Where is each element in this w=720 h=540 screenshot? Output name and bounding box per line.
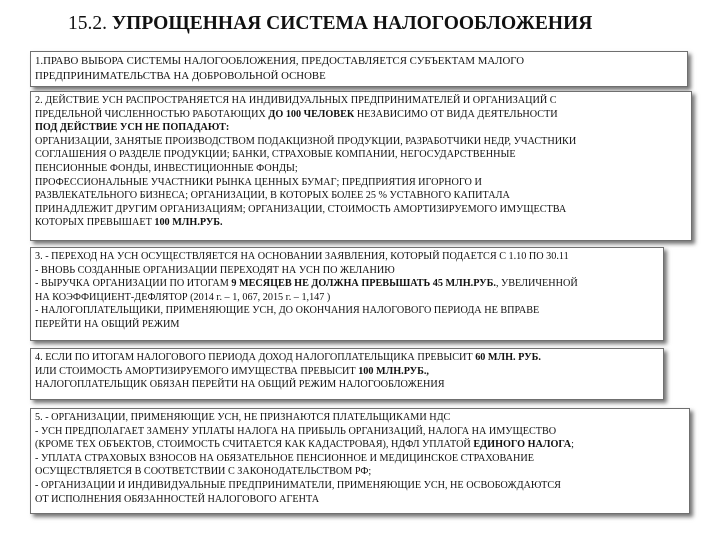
- block5-line: ОТ ИСПОЛНЕНИЯ ОБЯЗАННОСТЕЙ НАЛОГОВОГО АГЕНТА: [35, 493, 320, 505]
- block2-line: КОТОРЫХ ПРЕВЫШАЕТ 100 МЛН.РУБ.: [35, 217, 223, 229]
- block3-line: - ВНОВЬ СОЗДАННЫЕ ОРГАНИЗАЦИИ ПЕРЕХОДЯТ НА УСН ПО ЖЕЛАНИЮ: [35, 264, 395, 276]
- block2-line: ПРОФЕССИОНАЛЬНЫЕ УЧАСТНИКИ РЫНКА ЦЕННЫХ БУМАГ; ПРЕДПРИЯТИЯ ИГОРНОГО И: [35, 176, 482, 188]
- income-limit: 60 МЛН. РУБ.: [475, 352, 541, 363]
- block5-line: - ОРГАНИЗАЦИИ И ИНДИВИДУАЛЬНЫЕ ПРЕДПРИНИМАТЕЛИ, ПРИМЕНЯЮЩИЕ УСН, НЕ ОСВОБОЖДАЮТСЯ: [35, 479, 561, 491]
- block3-line: - НАЛОГОПЛАТЕЛЬЩИКИ, ПРИМЕНЯЮЩИЕ УСН, ДО ОКОНЧАНИЯ НАЛОГОВОГО ПЕРИОДА НЕ ВПРАВЕ: [35, 305, 540, 317]
- block2-line: 2. ДЕЙСТВИЕ УСН РАСПРОСТРАНЯЕТСЯ НА ИНДИВИДУАЛЬНЫХ ПРЕДПРИНИМАТЕЛЕЙ И ОРГАНИЗАЦИЙ С: [35, 95, 557, 106]
- block2-subheading: ПОД ДЕЙСТВИЕ УСН НЕ ПОПАДАЮТ:: [35, 122, 230, 134]
- block3-line: - ВЫРУЧКА ОРГАНИЗАЦИИ ПО ИТОГАМ 9 МЕСЯЦЕВ НЕ ДОЛЖНА ПРЕВЫШАТЬ 45 МЛН.РУБ., УВЕЛИЧЕННОЙ: [35, 278, 578, 290]
- block1-line: ПРЕДПРИНИМАТЕЛЬСТВА НА ДОБРОВОЛЬНОЙ ОСНОВЕ: [35, 70, 326, 82]
- revenue-limit: 9 МЕСЯЦЕВ НЕ ДОЛЖНА ПРЕВЫШАТЬ 45 МЛН.РУБ.: [231, 278, 496, 290]
- block3-line: НА КОЭФФИЦИЕНТ-ДЕФЛЯТОР (2014 г. – 1, 067, 2015 г. – 1,147 ): [35, 291, 331, 303]
- block2-line: РАЗВЛЕКАТЕЛЬНОГО БИЗНЕСА; ОРГАНИЗАЦИИ, В КОТОРЫХ БОЛЕЕ 25 % УСТАВНОГО КАПИТАЛА: [35, 190, 510, 202]
- block5-line: ОСУЩЕСТВЛЯЕТСЯ В СООТВЕТСТВИИ С ЗАКОНОДАТЕЛЬСТВОМ РФ;: [35, 466, 372, 478]
- title-number: 15.2.: [68, 13, 107, 34]
- block2-line: ОРГАНИЗАЦИИ, ЗАНЯТЫЕ ПРОИЗВОДСТВОМ ПОДАКЦИЗНОЙ ПРОДУКЦИИ, РАЗРАБОТЧИКИ НЕДР, УЧАСТНИКИ: [35, 135, 577, 147]
- block2-line: ПРЕДЕЛЬНОЙ ЧИСЛЕННОСТЬЮ РАБОТАЮЩИХ ДО 100 ЧЕЛОВЕК НЕЗАВИСИМО ОТ ВИДА ДЕЯТЕЛЬНОСТИ: [35, 108, 558, 120]
- block4-line: ИЛИ СТОИМОСТЬ АМОРТИЗИРУЕМОГО ИМУЩЕСТВА ПРЕВЫСИТ 100 МЛН.РУБ.,: [35, 365, 429, 377]
- block5-line: - УСН ПРЕДПОЛАГАЕТ ЗАМЕНУ УПЛАТЫ НАЛОГА НА ПРИБЫЛЬ ОРГАНИЗАЦИЙ, НАЛОГА НА ИМУЩЕСТВО: [35, 425, 557, 437]
- single-tax: ЕДИНОГО НАЛОГА: [473, 439, 572, 451]
- slide-title: [68, 12, 708, 36]
- headcount-limit: ДО 100 ЧЕЛОВЕК: [268, 108, 355, 120]
- block-transition: [30, 247, 664, 341]
- block2-line: ПРИНАДЛЕЖИТ ДРУГИМ ОРГАНИЗАЦИЯМ; ОРГАНИЗАЦИИ, СТОИМОСТЬ АМОРТИЗИРУЕМОГО ИМУЩЕСТВА: [35, 203, 567, 215]
- block-taxes: [30, 408, 690, 514]
- block-choice-right: [30, 51, 688, 87]
- asset-limit: 100 МЛН.РУБ.: [154, 217, 223, 229]
- block5-line: (КРОМЕ ТЕХ ОБЪЕКТОВ, СТОИМОСТЬ СЧИТАЕТСЯ КАК КАДАСТРОВАЯ), НДФЛ УПЛАТОЙ ЕДИНОГО НАЛОГА;: [35, 439, 574, 451]
- block1-line: 1.ПРАВО ВЫБОРА СИСТЕМЫ НАЛОГООБЛОЖЕНИЯ, ПРЕДОСТАВЛЯЕТСЯ СУБЪЕКТАМ МАЛОГО: [35, 55, 525, 67]
- asset-limit-2: 100 МЛН.РУБ.,: [358, 365, 429, 377]
- block-scope: [30, 91, 692, 241]
- block4-line: НАЛОГОПЛАТЕЛЬЩИК ОБЯЗАН ПЕРЕЙТИ НА ОБЩИЙ РЕЖИМ НАЛОГООБЛОЖЕНИЯ: [35, 379, 445, 391]
- block2-line: СОГЛАШЕНИЯ О РАЗДЕЛЕ ПРОДУКЦИИ; БАНКИ, СТРАХОВЫЕ КОМПАНИИ, НЕГОСУДАРСТВЕННЫЕ: [35, 149, 516, 161]
- block3-line: 3. - ПЕРЕХОД НА УСН ОСУЩЕСТВЛЯЕТСЯ НА ОСНОВАНИИ ЗАЯВЛЕНИЯ, КОТОРЫЙ ПОДАЕТСЯ С 1.10 ПО 30.11: [35, 251, 569, 262]
- title-text: УПРОЩЕННАЯ СИСТЕМА НАЛОГООБЛОЖЕНИЯ: [111, 13, 593, 34]
- block3-line: ПЕРЕЙТИ НА ОБЩИЙ РЕЖИМ: [35, 318, 180, 330]
- block4-line: 4. ЕСЛИ ПО ИТОГАМ НАЛОГОВОГО ПЕРИОДА ДОХОД НАЛОГОПЛАТЕЛЬЩИКА ПРЕВЫСИТ 60 МЛН. РУБ.: [35, 352, 541, 363]
- block5-line: - УПЛАТА СТРАХОВЫХ ВЗНОСОВ НА ОБЯЗАТЕЛЬНОЕ ПЕНСИОННОЕ И МЕДИЦИНСКОЕ СТРАХОВАНИЕ: [35, 452, 534, 464]
- block5-line: 5. - ОРГАНИЗАЦИИ, ПРИМЕНЯЮЩИЕ УСН, НЕ ПРИЗНАЮТСЯ ПЛАТЕЛЬЩИКАМИ НДС: [35, 412, 451, 423]
- block-exceed: [30, 348, 664, 400]
- block2-line: ПЕНСИОННЫЕ ФОНДЫ, ИНВЕСТИЦИОННЫЕ ФОНДЫ;: [35, 162, 298, 174]
